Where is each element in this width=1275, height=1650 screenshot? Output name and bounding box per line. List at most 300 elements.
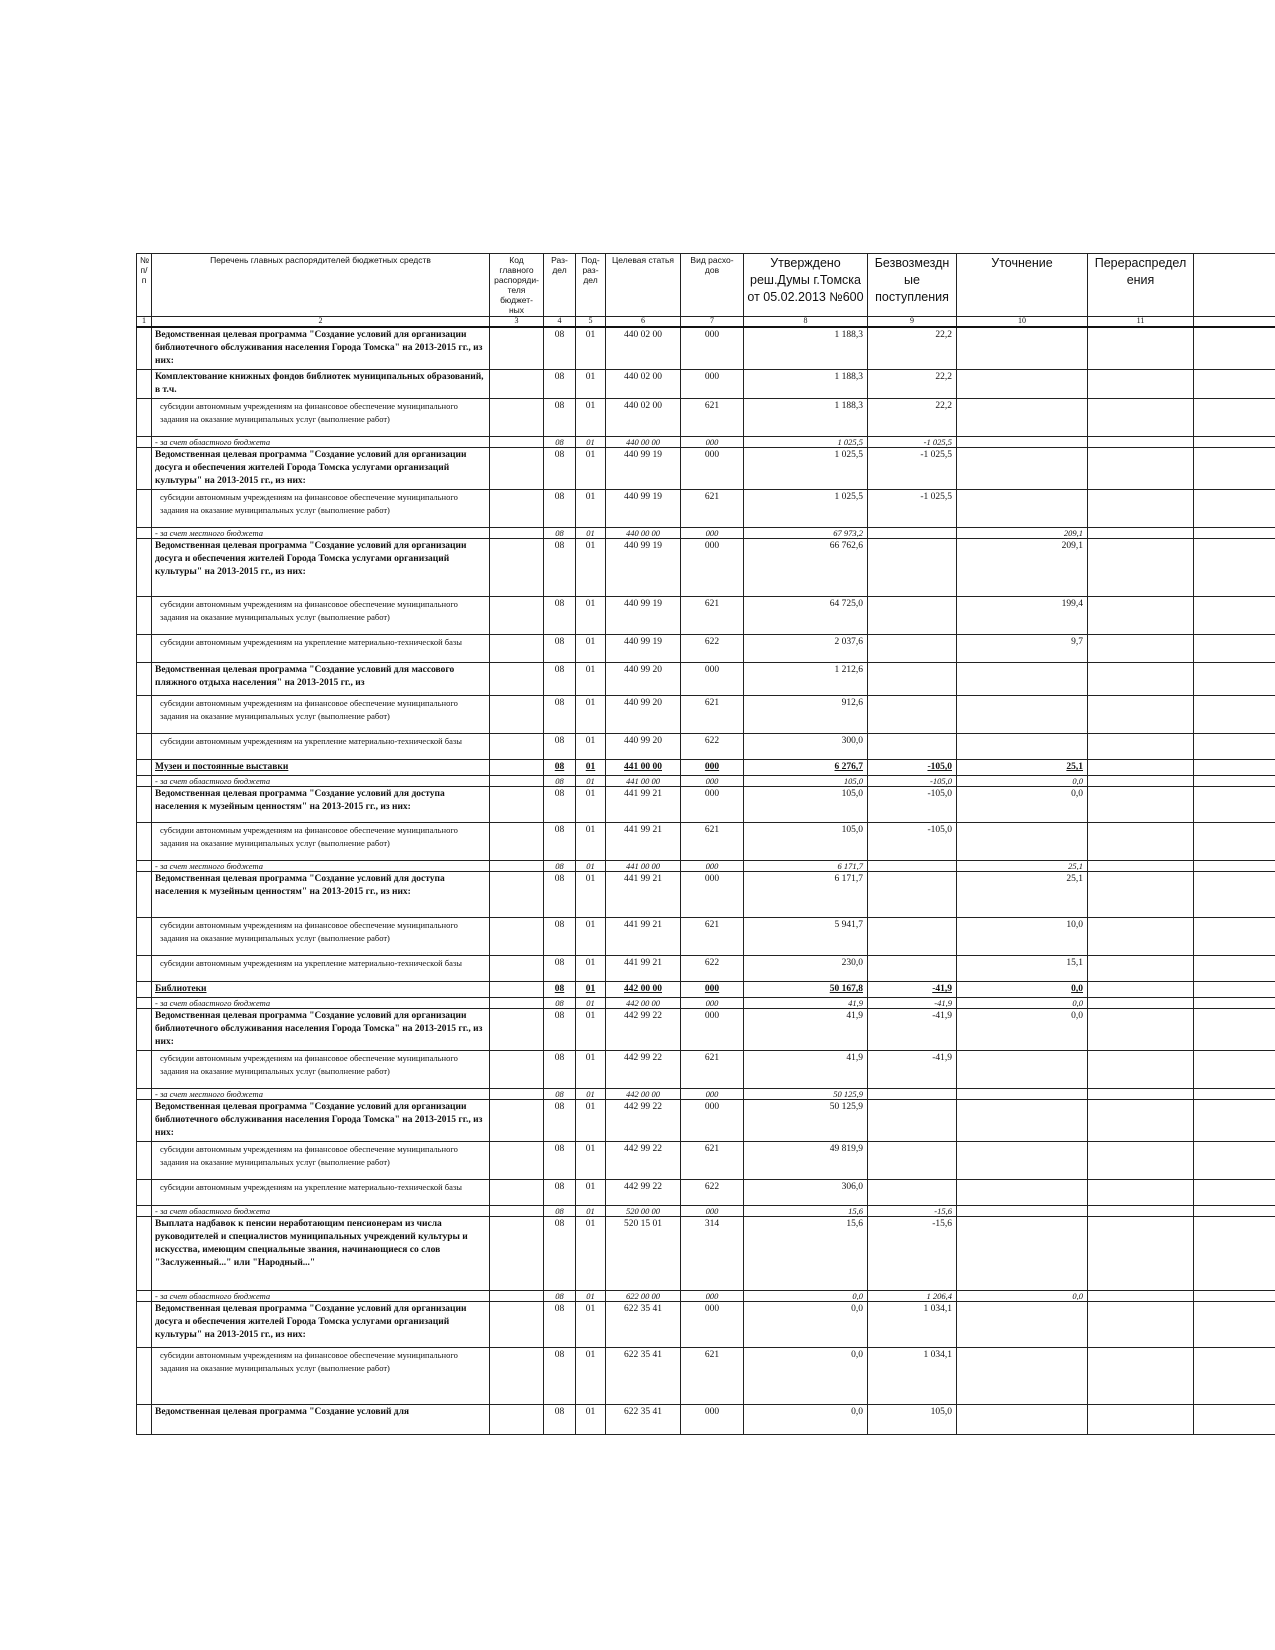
row-redistribution: [1088, 696, 1194, 734]
header-col-extra: [1194, 254, 1275, 317]
header-col-gratis: Безвозмездн ые поступления: [868, 254, 957, 317]
column-number: 9: [868, 317, 957, 328]
row-number: [137, 982, 152, 998]
row-approved: 1 025,5: [744, 448, 868, 490]
row-name: Ведомственная целевая программа "Создание условий для организации библиотечного обслуживания населения Города Томска" на 2013-2015 гг., из них:: [152, 1009, 490, 1051]
row-number: [137, 663, 152, 696]
row-clarification: [957, 1089, 1088, 1100]
row-extra: [1194, 1348, 1275, 1405]
row-code: [490, 437, 544, 448]
table-row: [137, 998, 1275, 1009]
row-number: [137, 1405, 152, 1435]
row-code: [490, 539, 544, 597]
row-approved: 105,0: [744, 823, 868, 861]
row-expense-type: 621: [681, 1142, 744, 1180]
row-extra: [1194, 696, 1275, 734]
table-row: [137, 918, 1275, 956]
row-number: [137, 528, 152, 539]
row-podrazdel: 01: [576, 437, 606, 448]
row-target-article: 440 99 20: [606, 663, 681, 696]
table-row: [137, 760, 1275, 776]
column-number: 6: [606, 317, 681, 328]
row-extra: [1194, 370, 1275, 399]
row-gratis: -15,6: [868, 1217, 957, 1291]
row-clarification: 9,7: [957, 635, 1088, 663]
row-podrazdel: 01: [576, 399, 606, 437]
row-number: [137, 861, 152, 872]
row-razdel: 08: [544, 597, 576, 635]
row-target-article: 442 99 22: [606, 1051, 681, 1089]
column-number: 10: [957, 317, 1088, 328]
row-approved: 50 125,9: [744, 1089, 868, 1100]
row-code: [490, 399, 544, 437]
row-name: Выплата надбавок к пенсии неработающим пенсионерам из числа руководителей и специалистов муниципальных учреждений культуры и искусства, имеющим специальные звания, начинающиеся со слов "Заслуженный..." или "Народный...": [152, 1217, 490, 1291]
row-gratis: [868, 1142, 957, 1180]
row-gratis: [868, 1100, 957, 1142]
row-target-article: 520 15 01: [606, 1217, 681, 1291]
table-row: [137, 872, 1275, 918]
row-clarification: [957, 1180, 1088, 1206]
row-approved: 1 025,5: [744, 490, 868, 528]
row-number: [137, 635, 152, 663]
row-number: [137, 597, 152, 635]
row-name: субсидии автономным учреждениям на финансовое обеспечение муниципального задания на оказание муниципальных услуг (выполнение работ): [152, 696, 490, 734]
row-code: [490, 956, 544, 982]
header-col-distributors: Перечень главных распорядителей бюджетных средств: [152, 254, 490, 317]
row-razdel: 08: [544, 448, 576, 490]
row-gratis: [868, 663, 957, 696]
row-target-article: 442 99 22: [606, 1142, 681, 1180]
row-approved: 15,6: [744, 1206, 868, 1217]
row-clarification: [957, 1051, 1088, 1089]
row-razdel: 08: [544, 370, 576, 399]
row-target-article: 442 99 22: [606, 1009, 681, 1051]
row-extra: [1194, 998, 1275, 1009]
row-name: Музеи и постоянные выставки: [152, 760, 490, 776]
row-code: [490, 1217, 544, 1291]
row-name: - за счет областного бюджета: [152, 998, 490, 1009]
row-target-article: 440 02 00: [606, 370, 681, 399]
row-extra: [1194, 1142, 1275, 1180]
row-expense-type: 000: [681, 327, 744, 370]
row-gratis: [868, 918, 957, 956]
row-razdel: 08: [544, 1100, 576, 1142]
table-row: [137, 696, 1275, 734]
table-row: [137, 1217, 1275, 1291]
row-extra: [1194, 918, 1275, 956]
row-extra: [1194, 1100, 1275, 1142]
row-target-article: 440 99 19: [606, 597, 681, 635]
row-expense-type: 314: [681, 1217, 744, 1291]
header-col-num: № п/п: [137, 254, 152, 317]
table-row: [137, 1009, 1275, 1051]
row-number: [137, 490, 152, 528]
row-number: [137, 787, 152, 823]
row-redistribution: [1088, 1142, 1194, 1180]
row-gratis: -1 025,5: [868, 448, 957, 490]
row-gratis: [868, 861, 957, 872]
row-expense-type: 000: [681, 787, 744, 823]
row-name: Библиотеки: [152, 982, 490, 998]
row-extra: [1194, 448, 1275, 490]
row-name: субсидии автономным учреждениям на укрепление материально-технической базы: [152, 956, 490, 982]
row-gratis: [868, 635, 957, 663]
row-name: субсидии автономным учреждениям на финансовое обеспечение муниципального задания на оказание муниципальных услуг (выполнение работ): [152, 918, 490, 956]
row-redistribution: [1088, 1405, 1194, 1435]
row-podrazdel: 01: [576, 1348, 606, 1405]
row-approved: 50 125,9: [744, 1100, 868, 1142]
row-razdel: 08: [544, 776, 576, 787]
row-expense-type: 000: [681, 1100, 744, 1142]
row-name: Комплектование книжных фондов библиотек муниципальных образований, в т.ч.: [152, 370, 490, 399]
row-redistribution: [1088, 1302, 1194, 1348]
row-extra: [1194, 399, 1275, 437]
row-podrazdel: 01: [576, 539, 606, 597]
row-clarification: 10,0: [957, 918, 1088, 956]
header-col-expense-type: Вид расхо-дов: [681, 254, 744, 317]
row-target-article: 440 02 00: [606, 327, 681, 370]
row-clarification: [957, 327, 1088, 370]
row-target-article: 441 00 00: [606, 776, 681, 787]
row-name: - за счет местного бюджета: [152, 861, 490, 872]
row-extra: [1194, 787, 1275, 823]
header-col-redistribution: Перераспредел ения: [1088, 254, 1194, 317]
table-row: [137, 734, 1275, 760]
row-name: Ведомственная целевая программа "Создание условий для организации досуга и обеспечения жителей Города Томска услугами организаций культуры" на 2013-2015 гг., из них:: [152, 448, 490, 490]
row-code: [490, 327, 544, 370]
row-razdel: 08: [544, 734, 576, 760]
row-name: Ведомственная целевая программа "Создание условий для массового пляжного отдыха населения" на 2013-2015 гг., из: [152, 663, 490, 696]
table-row: [137, 1302, 1275, 1348]
row-redistribution: [1088, 776, 1194, 787]
row-expense-type: 621: [681, 696, 744, 734]
table-row: [137, 437, 1275, 448]
row-redistribution: [1088, 1348, 1194, 1405]
row-extra: [1194, 982, 1275, 998]
row-target-article: 622 35 41: [606, 1405, 681, 1435]
row-clarification: 25,1: [957, 861, 1088, 872]
table-row: [137, 597, 1275, 635]
row-number: [137, 370, 152, 399]
row-extra: [1194, 1217, 1275, 1291]
row-podrazdel: 01: [576, 1100, 606, 1142]
column-number: 4: [544, 317, 576, 328]
row-clarification: 0,0: [957, 1009, 1088, 1051]
row-podrazdel: 01: [576, 1405, 606, 1435]
row-clarification: 209,1: [957, 528, 1088, 539]
table-row: [137, 1180, 1275, 1206]
row-clarification: [957, 1302, 1088, 1348]
column-number: 8: [744, 317, 868, 328]
row-redistribution: [1088, 597, 1194, 635]
row-extra: [1194, 635, 1275, 663]
row-extra: [1194, 327, 1275, 370]
row-redistribution: [1088, 982, 1194, 998]
row-approved: 41,9: [744, 998, 868, 1009]
row-code: [490, 1180, 544, 1206]
row-podrazdel: 01: [576, 370, 606, 399]
table-row: [137, 1206, 1275, 1217]
row-target-article: 441 99 21: [606, 956, 681, 982]
row-extra: [1194, 1291, 1275, 1302]
table-row: [137, 861, 1275, 872]
row-podrazdel: 01: [576, 327, 606, 370]
row-target-article: 441 00 00: [606, 760, 681, 776]
row-extra: [1194, 1051, 1275, 1089]
row-redistribution: [1088, 956, 1194, 982]
row-name: Ведомственная целевая программа "Создание условий для организации библиотечного обслуживания населения Города Томска" на 2013-2015 гг., из них:: [152, 1100, 490, 1142]
row-expense-type: 000: [681, 437, 744, 448]
row-target-article: 440 99 20: [606, 696, 681, 734]
row-code: [490, 1142, 544, 1180]
row-gratis: [868, 539, 957, 597]
row-expense-type: 621: [681, 1051, 744, 1089]
row-name: субсидии автономным учреждениям на финансовое обеспечение муниципального задания на оказание муниципальных услуг (выполнение работ): [152, 490, 490, 528]
row-name: субсидии автономным учреждениям на укрепление материально-технической базы: [152, 734, 490, 760]
row-code: [490, 998, 544, 1009]
row-name: Ведомственная целевая программа "Создание условий для доступа населения к музейным ценностям" на 2013-2015 гг., из них:: [152, 787, 490, 823]
column-number: 3: [490, 317, 544, 328]
row-redistribution: [1088, 437, 1194, 448]
row-code: [490, 823, 544, 861]
row-approved: 6 171,7: [744, 872, 868, 918]
row-expense-type: 621: [681, 823, 744, 861]
row-expense-type: 000: [681, 1405, 744, 1435]
row-podrazdel: 01: [576, 872, 606, 918]
row-podrazdel: 01: [576, 635, 606, 663]
row-redistribution: [1088, 539, 1194, 597]
row-gratis: 105,0: [868, 1405, 957, 1435]
row-code: [490, 734, 544, 760]
row-number: [137, 696, 152, 734]
row-code: [490, 1302, 544, 1348]
row-razdel: 08: [544, 998, 576, 1009]
row-approved: 1 025,5: [744, 437, 868, 448]
row-podrazdel: 01: [576, 787, 606, 823]
row-clarification: [957, 490, 1088, 528]
row-gratis: 22,2: [868, 370, 957, 399]
table-row: [137, 1348, 1275, 1405]
row-gratis: -105,0: [868, 823, 957, 861]
row-extra: [1194, 823, 1275, 861]
row-clarification: [957, 1206, 1088, 1217]
row-podrazdel: 01: [576, 1217, 606, 1291]
row-number: [137, 399, 152, 437]
row-code: [490, 528, 544, 539]
row-clarification: 0,0: [957, 982, 1088, 998]
row-gratis: [868, 734, 957, 760]
row-razdel: 08: [544, 861, 576, 872]
row-clarification: 25,1: [957, 760, 1088, 776]
row-razdel: 08: [544, 399, 576, 437]
row-clarification: [957, 437, 1088, 448]
column-number: 5: [576, 317, 606, 328]
row-expense-type: 621: [681, 399, 744, 437]
row-podrazdel: 01: [576, 1009, 606, 1051]
table-row: [137, 787, 1275, 823]
row-redistribution: [1088, 1291, 1194, 1302]
row-clarification: [957, 1405, 1088, 1435]
row-approved: 105,0: [744, 776, 868, 787]
row-podrazdel: 01: [576, 998, 606, 1009]
row-gratis: -41,9: [868, 998, 957, 1009]
row-redistribution: [1088, 1206, 1194, 1217]
row-extra: [1194, 1405, 1275, 1435]
row-razdel: 08: [544, 787, 576, 823]
table-row: [137, 528, 1275, 539]
row-razdel: 08: [544, 696, 576, 734]
row-razdel: 08: [544, 327, 576, 370]
row-clarification: [957, 1348, 1088, 1405]
table-row: [137, 823, 1275, 861]
row-target-article: 442 00 00: [606, 982, 681, 998]
row-expense-type: 000: [681, 982, 744, 998]
table-row: [137, 370, 1275, 399]
row-razdel: 08: [544, 956, 576, 982]
row-gratis: [868, 872, 957, 918]
row-extra: [1194, 1302, 1275, 1348]
row-name: - за счет областного бюджета: [152, 1206, 490, 1217]
row-clarification: [957, 1217, 1088, 1291]
row-razdel: 08: [544, 1180, 576, 1206]
header-row: [137, 254, 1275, 317]
row-clarification: [957, 1142, 1088, 1180]
row-expense-type: 000: [681, 872, 744, 918]
row-gratis: 1 034,1: [868, 1302, 957, 1348]
row-number: [137, 327, 152, 370]
header-col-razdel: Раз-дел: [544, 254, 576, 317]
row-redistribution: [1088, 760, 1194, 776]
row-expense-type: 621: [681, 490, 744, 528]
row-clarification: [957, 370, 1088, 399]
row-number: [137, 734, 152, 760]
row-code: [490, 776, 544, 787]
row-podrazdel: 01: [576, 861, 606, 872]
row-number: [137, 1291, 152, 1302]
row-code: [490, 1051, 544, 1089]
row-razdel: 08: [544, 1009, 576, 1051]
row-redistribution: [1088, 448, 1194, 490]
row-podrazdel: 01: [576, 1302, 606, 1348]
row-approved: 66 762,6: [744, 539, 868, 597]
row-clarification: 15,1: [957, 956, 1088, 982]
row-podrazdel: 01: [576, 1051, 606, 1089]
row-number: [137, 1217, 152, 1291]
row-redistribution: [1088, 635, 1194, 663]
column-number-row: [137, 317, 1275, 328]
row-podrazdel: 01: [576, 776, 606, 787]
row-code: [490, 1291, 544, 1302]
row-approved: 1 188,3: [744, 370, 868, 399]
row-podrazdel: 01: [576, 823, 606, 861]
budget-rows: [137, 327, 1275, 1435]
row-clarification: 0,0: [957, 1291, 1088, 1302]
row-gratis: -105,0: [868, 760, 957, 776]
column-number: 7: [681, 317, 744, 328]
table-row: [137, 1291, 1275, 1302]
row-gratis: -1 025,5: [868, 490, 957, 528]
row-redistribution: [1088, 490, 1194, 528]
row-target-article: 440 02 00: [606, 399, 681, 437]
table-row: [137, 1142, 1275, 1180]
row-razdel: 08: [544, 982, 576, 998]
row-code: [490, 787, 544, 823]
table-row: [137, 635, 1275, 663]
row-extra: [1194, 1009, 1275, 1051]
row-expense-type: 000: [681, 861, 744, 872]
row-target-article: 442 99 22: [606, 1180, 681, 1206]
row-code: [490, 370, 544, 399]
row-clarification: 199,4: [957, 597, 1088, 635]
row-name: - за счет областного бюджета: [152, 1291, 490, 1302]
row-number: [137, 1180, 152, 1206]
row-extra: [1194, 734, 1275, 760]
row-razdel: 08: [544, 635, 576, 663]
row-approved: 41,9: [744, 1009, 868, 1051]
row-razdel: 08: [544, 490, 576, 528]
row-approved: 5 941,7: [744, 918, 868, 956]
row-podrazdel: 01: [576, 1089, 606, 1100]
table-row: [137, 448, 1275, 490]
row-target-article: 441 99 21: [606, 787, 681, 823]
row-approved: 2 037,6: [744, 635, 868, 663]
row-gratis: [868, 528, 957, 539]
row-gratis: [868, 696, 957, 734]
row-gratis: -105,0: [868, 787, 957, 823]
row-razdel: 08: [544, 1206, 576, 1217]
row-number: [137, 1089, 152, 1100]
row-podrazdel: 01: [576, 490, 606, 528]
row-expense-type: 621: [681, 597, 744, 635]
row-podrazdel: 01: [576, 663, 606, 696]
row-expense-type: 622: [681, 956, 744, 982]
row-approved: 306,0: [744, 1180, 868, 1206]
row-code: [490, 448, 544, 490]
row-expense-type: 622: [681, 635, 744, 663]
row-target-article: 442 00 00: [606, 998, 681, 1009]
row-number: [137, 998, 152, 1009]
row-extra: [1194, 437, 1275, 448]
row-extra: [1194, 1089, 1275, 1100]
row-code: [490, 1206, 544, 1217]
row-redistribution: [1088, 823, 1194, 861]
row-extra: [1194, 597, 1275, 635]
row-number: [137, 872, 152, 918]
row-clarification: [957, 399, 1088, 437]
row-name: Ведомственная целевая программа "Создание условий для доступа населения к музейным ценностям" на 2013-2015 гг., из них:: [152, 872, 490, 918]
row-redistribution: [1088, 1089, 1194, 1100]
row-number: [137, 448, 152, 490]
row-expense-type: 000: [681, 1009, 744, 1051]
row-number: [137, 1051, 152, 1089]
row-number: [137, 1009, 152, 1051]
row-razdel: 08: [544, 539, 576, 597]
row-number: [137, 539, 152, 597]
row-approved: 64 725,0: [744, 597, 868, 635]
row-code: [490, 490, 544, 528]
row-podrazdel: 01: [576, 1291, 606, 1302]
row-name: Ведомственная целевая программа "Создание условий для организации досуга и обеспечения жителей Города Томска услугами организаций культуры" на 2013-2015 гг., из них:: [152, 1302, 490, 1348]
row-approved: 41,9: [744, 1051, 868, 1089]
row-expense-type: 000: [681, 370, 744, 399]
row-approved: 67 973,2: [744, 528, 868, 539]
row-gratis: -41,9: [868, 982, 957, 998]
row-extra: [1194, 760, 1275, 776]
table-row: [137, 490, 1275, 528]
table-row: [137, 982, 1275, 998]
row-gratis: -41,9: [868, 1051, 957, 1089]
row-number: [137, 956, 152, 982]
